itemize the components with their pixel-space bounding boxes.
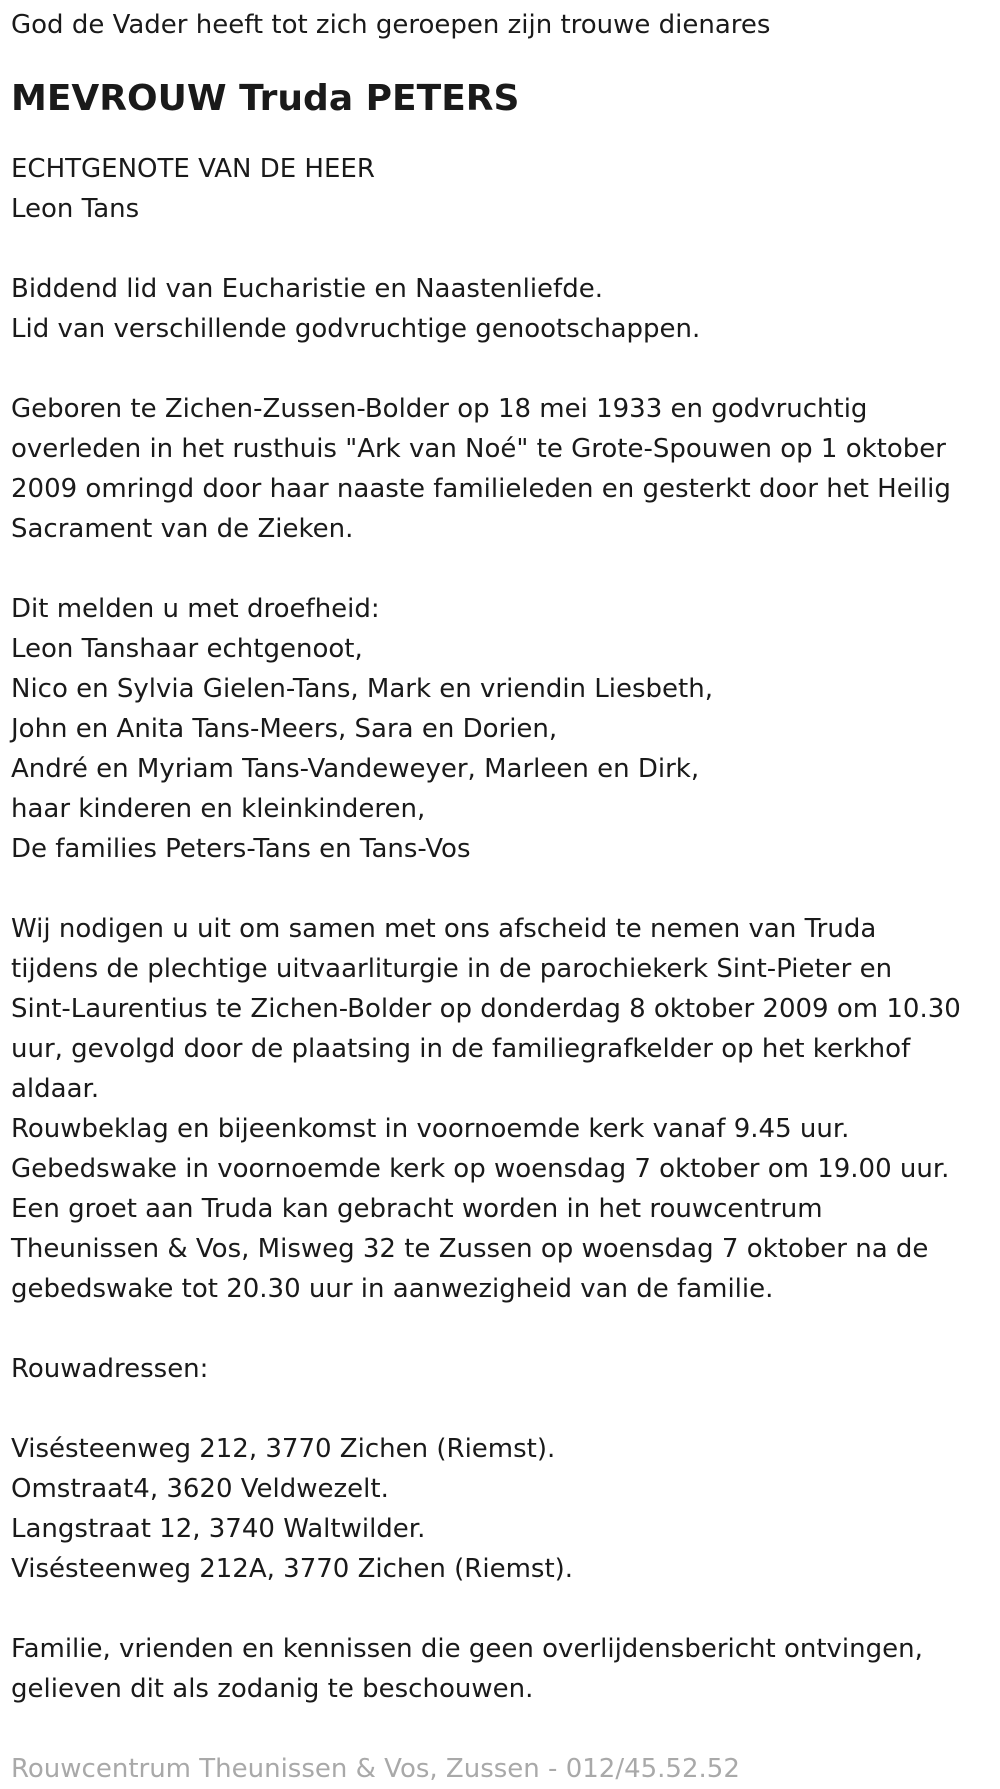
birth-death-line: 2009 omringd door haar naaste familieleden en gesterkt door het Heilig: [11, 474, 951, 505]
membership-line: Biddend lid van Eucharistie en Naastenliefde.: [11, 274, 603, 305]
birth-death-line: overleden in het rusthuis "Ark van Noé" te Grote-Spouwen op 1 oktober: [11, 434, 946, 465]
address-line: Visésteenweg 212, 3770 Zichen (Riemst).: [11, 1434, 556, 1465]
ceremony-line: Gebedswake in voornoemde kerk op woensdag 7 oktober om 19.00 uur.: [11, 1154, 950, 1185]
family-line: Nico en Sylvia Gielen-Tans, Mark en vriendin Liesbeth,: [11, 674, 713, 705]
spouse-line: ECHTGENOTE VAN DE HEER: [11, 154, 375, 185]
ceremony-line: tijdens de plechtige uitvaarliturgie in de parochiekerk Sint-Pieter en: [11, 954, 893, 985]
ceremony-line: Theunissen & Vos, Misweg 32 te Zussen op woensdag 7 oktober na de: [11, 1234, 929, 1265]
address-line: Langstraat 12, 3740 Waltwilder.: [11, 1514, 426, 1545]
family-line: John en Anita Tans-Meers, Sara en Dorien,: [11, 714, 558, 745]
ceremony-line: Rouwbeklag en bijeenkomst in voornoemde kerk vanaf 9.45 uur.: [11, 1114, 850, 1145]
closing-line: Familie, vrienden en kennissen die geen overlijdensbericht ontvingen,: [11, 1634, 923, 1665]
deceased-name: MEVROUW Truda PETERS: [11, 78, 520, 119]
ceremony-section: [11, 909, 991, 1309]
family-line: Leon Tanshaar echtgenoot,: [11, 634, 363, 665]
ceremony-line: Wij nodigen u uit om samen met ons afscheid te nemen van Truda: [11, 914, 877, 945]
closing-section: [11, 1629, 991, 1709]
address-line: Omstraat4, 3620 Veldwezelt.: [11, 1474, 389, 1505]
birth-death-line: Sacrament van de Zieken.: [11, 514, 354, 545]
spouse-line: Leon Tans: [11, 194, 140, 225]
addresses-heading: Rouwadressen:: [11, 1354, 209, 1385]
address-line: Visésteenweg 212A, 3770 Zichen (Riemst).: [11, 1554, 574, 1585]
obituary-notice: [11, 0, 991, 1789]
ceremony-line: Sint-Laurentius te Zichen-Bolder op donderdag 8 oktober 2009 om 10.30: [11, 994, 961, 1025]
intro-text: God de Vader heeft tot zich geroepen zijn trouwe dienares: [11, 10, 771, 40]
ceremony-line: Een groet aan Truda kan gebracht worden in het rouwcentrum: [11, 1194, 823, 1225]
membership-line: Lid van verschillende godvruchtige genootschappen.: [11, 314, 701, 345]
spouse-section: [11, 149, 991, 229]
ceremony-line: gebedswake tot 20.30 uur in aanwezigheid van de familie.: [11, 1274, 774, 1305]
birth-death-section: [11, 389, 991, 549]
family-line: Dit melden u met droefheid:: [11, 594, 380, 625]
ceremony-line: uur, gevolgd door de plaatsing in de familiegrafkelder op het kerkhof: [11, 1034, 911, 1065]
addresses-heading-section: [11, 1349, 991, 1389]
ceremony-line: aldaar.: [11, 1074, 100, 1105]
birth-death-line: Geboren te Zichen-Zussen-Bolder op 18 mei 1933 en godvruchtig: [11, 394, 868, 425]
family-section: [11, 589, 991, 869]
funeral-home-footer: Rouwcentrum Theunissen & Vos, Zussen - 012/45.52.52: [11, 1754, 740, 1785]
family-line: haar kinderen en kleinkinderen,: [11, 794, 426, 825]
addresses-section: [11, 1429, 991, 1589]
family-line: André en Myriam Tans-Vandeweyer, Marleen en Dirk,: [11, 754, 700, 785]
closing-line: gelieven dit als zodanig te beschouwen.: [11, 1674, 534, 1705]
family-line: De families Peters-Tans en Tans-Vos: [11, 834, 471, 865]
membership-section: [11, 269, 991, 349]
